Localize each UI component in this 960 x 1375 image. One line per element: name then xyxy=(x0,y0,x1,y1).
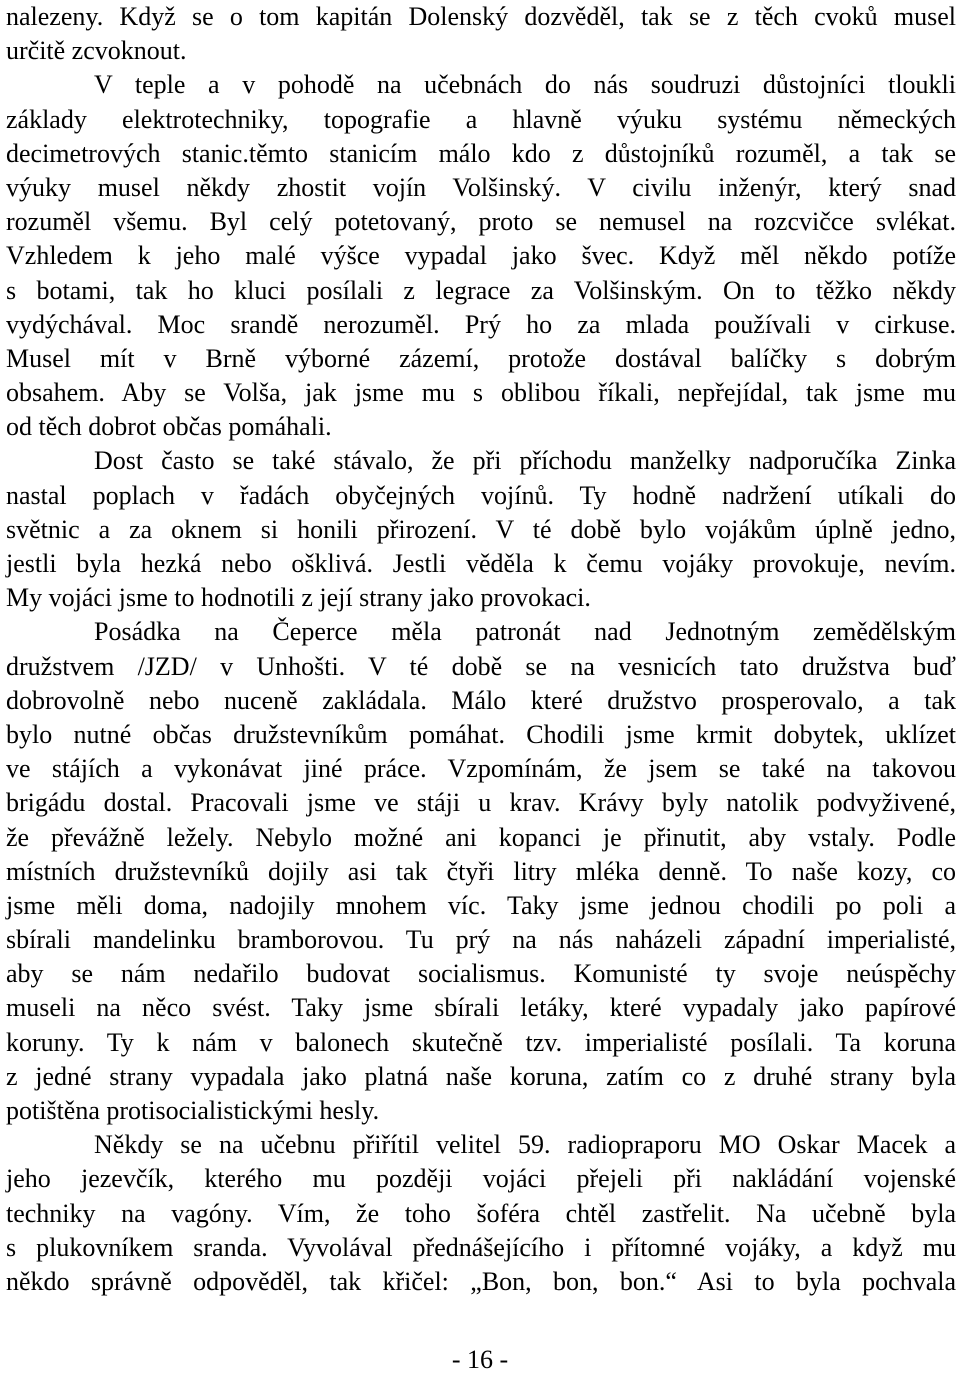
text-line: Vzhledem k jeho malé výšce vypadal jako švec. Když měl někdo potíže xyxy=(6,241,956,271)
text-line: družstvem /JZD/ v Unhošti. V té době se na vesnicích tato družstva buď xyxy=(6,651,956,681)
text-line: Někdy se na učebnu přiřítil velitel 59. radiopraporu MO Oskar Macek a xyxy=(94,1130,956,1160)
body-text xyxy=(6,0,956,1299)
text-line: brigádu dostal. Pracovali jsme ve stáji u krav. Krávy byly natolik podvyživené, xyxy=(6,788,956,818)
text-line: rozuměl všemu. Byl celý potetovaný, proto se nemusel na rozcvičce svlékat. xyxy=(6,207,956,237)
text-line: základy elektrotechniky, topografie a hlavně výuku systému německých xyxy=(6,104,956,134)
text-line: Dost často se také stávalo, že při příchodu manželky nadporučíka Zinka xyxy=(94,446,956,476)
text-line: vydýchával. Moc srandě nerozuměl. Prý ho za mlada používali v cirkuse. xyxy=(6,309,956,339)
text-line: nalezeny. Když se o tom kapitán Dolenský dozvěděl, tak se z těch cvoků musel xyxy=(6,2,956,31)
text-line: bylo nutné občas družstevníkům pomáhat. Chodili jsme krmit dobytek, uklízet xyxy=(6,719,956,749)
text-line: obsahem. Aby se Volša, jak jsme mu s oblibou říkali, nepřejídal, tak jsme mu xyxy=(6,378,956,408)
text-line: aby se nám nedařilo budovat socialismus. Komunisté ty svoje neúspěchy xyxy=(6,959,956,989)
text-line: že převážně ležely. Nebylo možné ani kopanci je přinutit, aby vstaly. Podle xyxy=(6,822,956,852)
text-line: jeho jezevčík, kterého mu později vojáci přejeli při nakládání vojenské xyxy=(6,1164,956,1194)
text-line: místních družstevníků dojily asi tak čtyři litry mléka denně. To naše kozy, co xyxy=(6,856,956,886)
text-line: s botami, tak ho kluci posílali z legrace za Volšinským. On to těžko někdy xyxy=(6,275,956,305)
text-line: od těch dobrot občas pomáhali. xyxy=(6,412,332,442)
text-line: s plukovníkem sranda. Vyvolával přednášejícího i přítomné vojáky, a když mu xyxy=(6,1232,956,1262)
text-line: museli na něco svést. Taky jsme sbírali letáky, které vypadaly jako papírové xyxy=(6,993,956,1023)
text-line: techniky na vagóny. Vím, že toho šoféra chtěl zastřelit. Na učebně byla xyxy=(6,1198,956,1228)
text-line: dobrovolně nebo nuceně zakládala. Málo které družstvo prosperovalo, a tak xyxy=(6,685,956,715)
text-line: koruny. Ty k nám v balonech skutečně tzv. imperialisté posílali. Ta koruna xyxy=(6,1027,956,1057)
text-line: z jedné strany vypadala jako platná naše koruna, zatím co z druhé strany byla xyxy=(6,1061,956,1091)
text-line: nastal poplach v řadách obyčejných vojínů. Ty hodně nadržení utíkali do xyxy=(6,480,956,510)
text-line: Posádka na Čeperce měla patronát nad Jednotným zemědělským xyxy=(94,617,956,647)
page-number: - 16 - xyxy=(451,1345,509,1374)
text-line: jestli byla hezká nebo ošklivá. Jestli věděla k čemu vojáky provokuje, nevím. xyxy=(6,549,956,578)
text-line: někdo správně odpověděl, tak křičel: „Bon, bon, bon.“ Asi to byla pochvala xyxy=(6,1266,956,1296)
text-line: výuky musel někdy zhostit vojín Volšinský. V civilu inženýr, který snad xyxy=(6,172,956,202)
text-line: decimetrových stanic.těmto stanicím málo kdo z důstojníků rozuměl, a tak se xyxy=(6,138,956,168)
text-line: určitě zcvoknout. xyxy=(6,36,187,66)
text-line: sbírali mandelinku bramborovou. Tu prý na nás naházeli západní imperialisté, xyxy=(6,925,956,955)
text-line: světnic a za oknem si honili přirození. V té době bylo vojákům úplně jedno, xyxy=(6,514,956,544)
text-line: My vojáci jsme to hodnotili z její strany jako provokaci. xyxy=(6,583,591,613)
text-line: jsme měli doma, nadojily mnohem víc. Taky jsme jednou chodili po poli a xyxy=(6,890,956,920)
text-line: potištěna protisocialistickými hesly. xyxy=(6,1096,380,1125)
text-line: Musel mít v Brně výborné zázemí, protože dostával balíčky s dobrým xyxy=(6,343,956,373)
text-line: V teple a v pohodě na učebnách do nás soudruzi důstojníci tloukli xyxy=(94,70,956,100)
text-line: ve stájích a vykonávat jiné práce. Vzpomínám, že jsem se také na takovou xyxy=(6,754,956,784)
